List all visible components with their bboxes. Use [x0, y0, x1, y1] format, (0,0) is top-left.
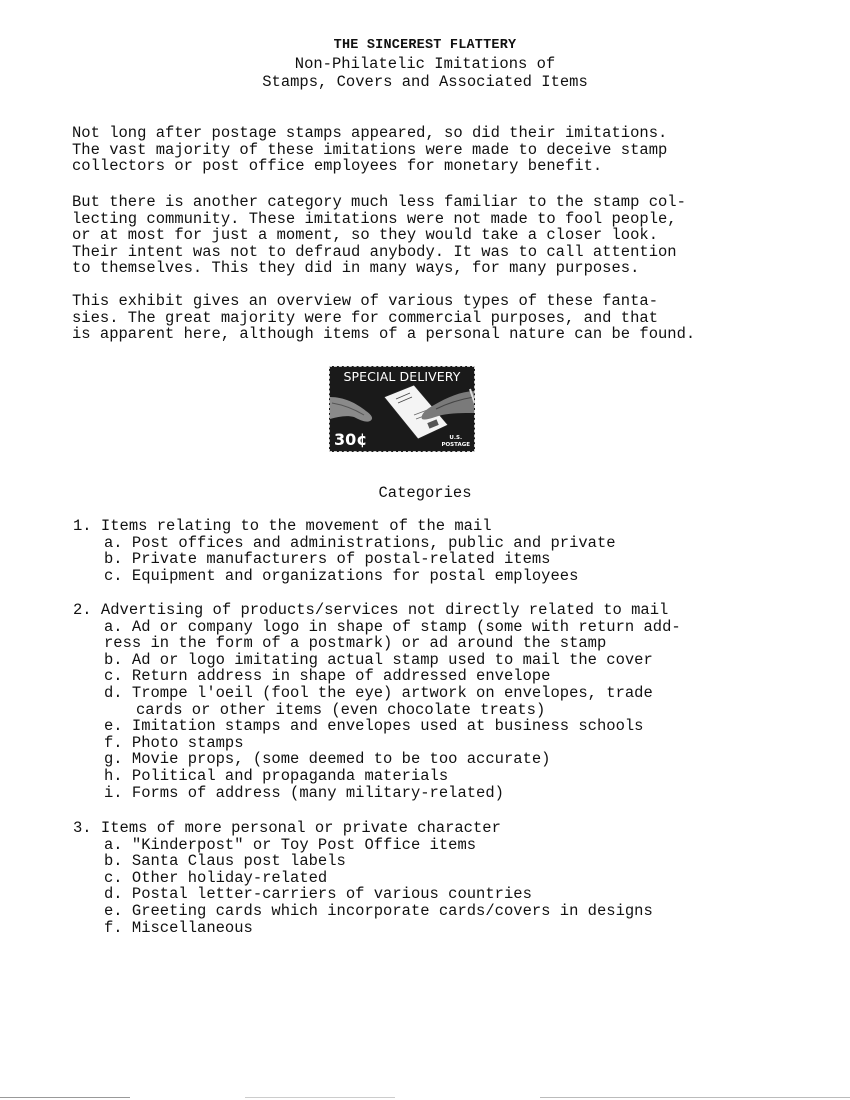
category-item: g. Movie props, (some deemed to be too accurate) [104, 750, 551, 769]
category-title [73, 518, 773, 535]
category-item-continuation: cards or other items (even chocolate treats) [136, 700, 546, 719]
stamp-country-line-1: U.S. [449, 435, 463, 441]
category-item: d. Postal letter-carriers of various countries [104, 885, 532, 904]
category-group-1 [73, 518, 773, 584]
scan-edge-line [540, 1097, 850, 1098]
intro-paragraph-3 [72, 293, 772, 343]
category-item: c. Other holiday-related [104, 868, 328, 887]
left-hand-icon [330, 397, 372, 422]
text-line: The vast majority of these imitations were made to deceive stamp [72, 140, 668, 159]
text-line: to themselves. This they did in many ways, for many purposes. [72, 259, 640, 278]
category-group-2 [73, 602, 773, 801]
category-item: a. Post offices and administrations, public and private [104, 533, 616, 552]
special-delivery-stamp-image [329, 366, 475, 452]
category-label: Items of more personal or private character [100, 819, 501, 837]
text-line: But there is another category much less familiar to the stamp col- [72, 193, 686, 211]
text-line: This exhibit gives an overview of various types of these fanta- [72, 292, 658, 310]
category-item: d. Trompe l'oeil (fool the eye) artwork on envelopes, trade [104, 683, 653, 702]
category-item: b. Santa Claus post labels [104, 852, 346, 871]
category-title [73, 602, 773, 619]
stamp-country [441, 435, 470, 449]
category-number: 2. [73, 601, 92, 619]
intro-paragraph-2 [72, 194, 772, 277]
stamp-title: SPECIAL DELIVERY [343, 369, 461, 384]
category-item: f. Miscellaneous [104, 918, 253, 937]
category-item: c. Equipment and organizations for postal employees [104, 566, 579, 585]
document-title: THE SINCEREST FLATTERY [333, 38, 517, 53]
category-group-3 [73, 820, 773, 936]
category-item-continuation: ress in the form of a postmark) or ad around the stamp [104, 634, 607, 653]
category-item: e. Greeting cards which incorporate cards/covers in designs [104, 901, 653, 920]
category-title [73, 820, 773, 837]
text-line: is apparent here, although items of a personal nature can be found. [72, 325, 696, 344]
category-item: i. Forms of address (many military-related) [104, 783, 504, 802]
intro-paragraph-1 [72, 125, 772, 175]
category-item: f. Photo stamps [104, 733, 244, 752]
scan-edge-line [245, 1097, 395, 1098]
text-line: collectors or post office employees for monetary benefit. [72, 157, 603, 176]
scan-edge-line [0, 1097, 130, 1098]
text-line: Their intent was not to defraud anybody. It was to call attention [72, 242, 677, 261]
stamp-denomination: 30¢ [334, 430, 368, 449]
category-item: a. "Kinderpost" or Toy Post Office items [104, 835, 477, 854]
category-number: 3. [73, 819, 92, 837]
document-subtitle-line-2: Stamps, Covers and Associated Items [262, 73, 588, 91]
document-subtitle-line-1: Non-Philatelic Imitations of [294, 55, 556, 73]
text-line: or at most for just a moment, so they would take a closer look. [72, 226, 658, 245]
stamp-country-line-2: POSTAGE [441, 442, 470, 448]
category-item: a. Ad or company logo in shape of stamp (some with return add- [104, 617, 681, 636]
category-item: e. Imitation stamps and envelopes used at business schools [104, 717, 644, 736]
category-item: b. Ad or logo imitating actual stamp used to mail the cover [104, 650, 653, 669]
category-label: Items relating to the movement of the mail [100, 517, 492, 535]
page-header [0, 37, 850, 91]
text-line: lecting community. These imitations were not made to fool people, [72, 209, 677, 228]
categories-heading: Categories [378, 484, 472, 502]
category-item: h. Political and propaganda materials [104, 766, 449, 785]
category-item: c. Return address in shape of addressed envelope [104, 667, 551, 686]
text-line: Not long after postage stamps appeared, so did their imitations. [72, 124, 668, 142]
category-label: Advertising of products/services not directly related to mail [100, 601, 669, 619]
text-line: sies. The great majority were for commercial purposes, and that [72, 308, 658, 327]
category-number: 1. [73, 517, 92, 535]
category-item: b. Private manufacturers of postal-related items [104, 550, 551, 569]
